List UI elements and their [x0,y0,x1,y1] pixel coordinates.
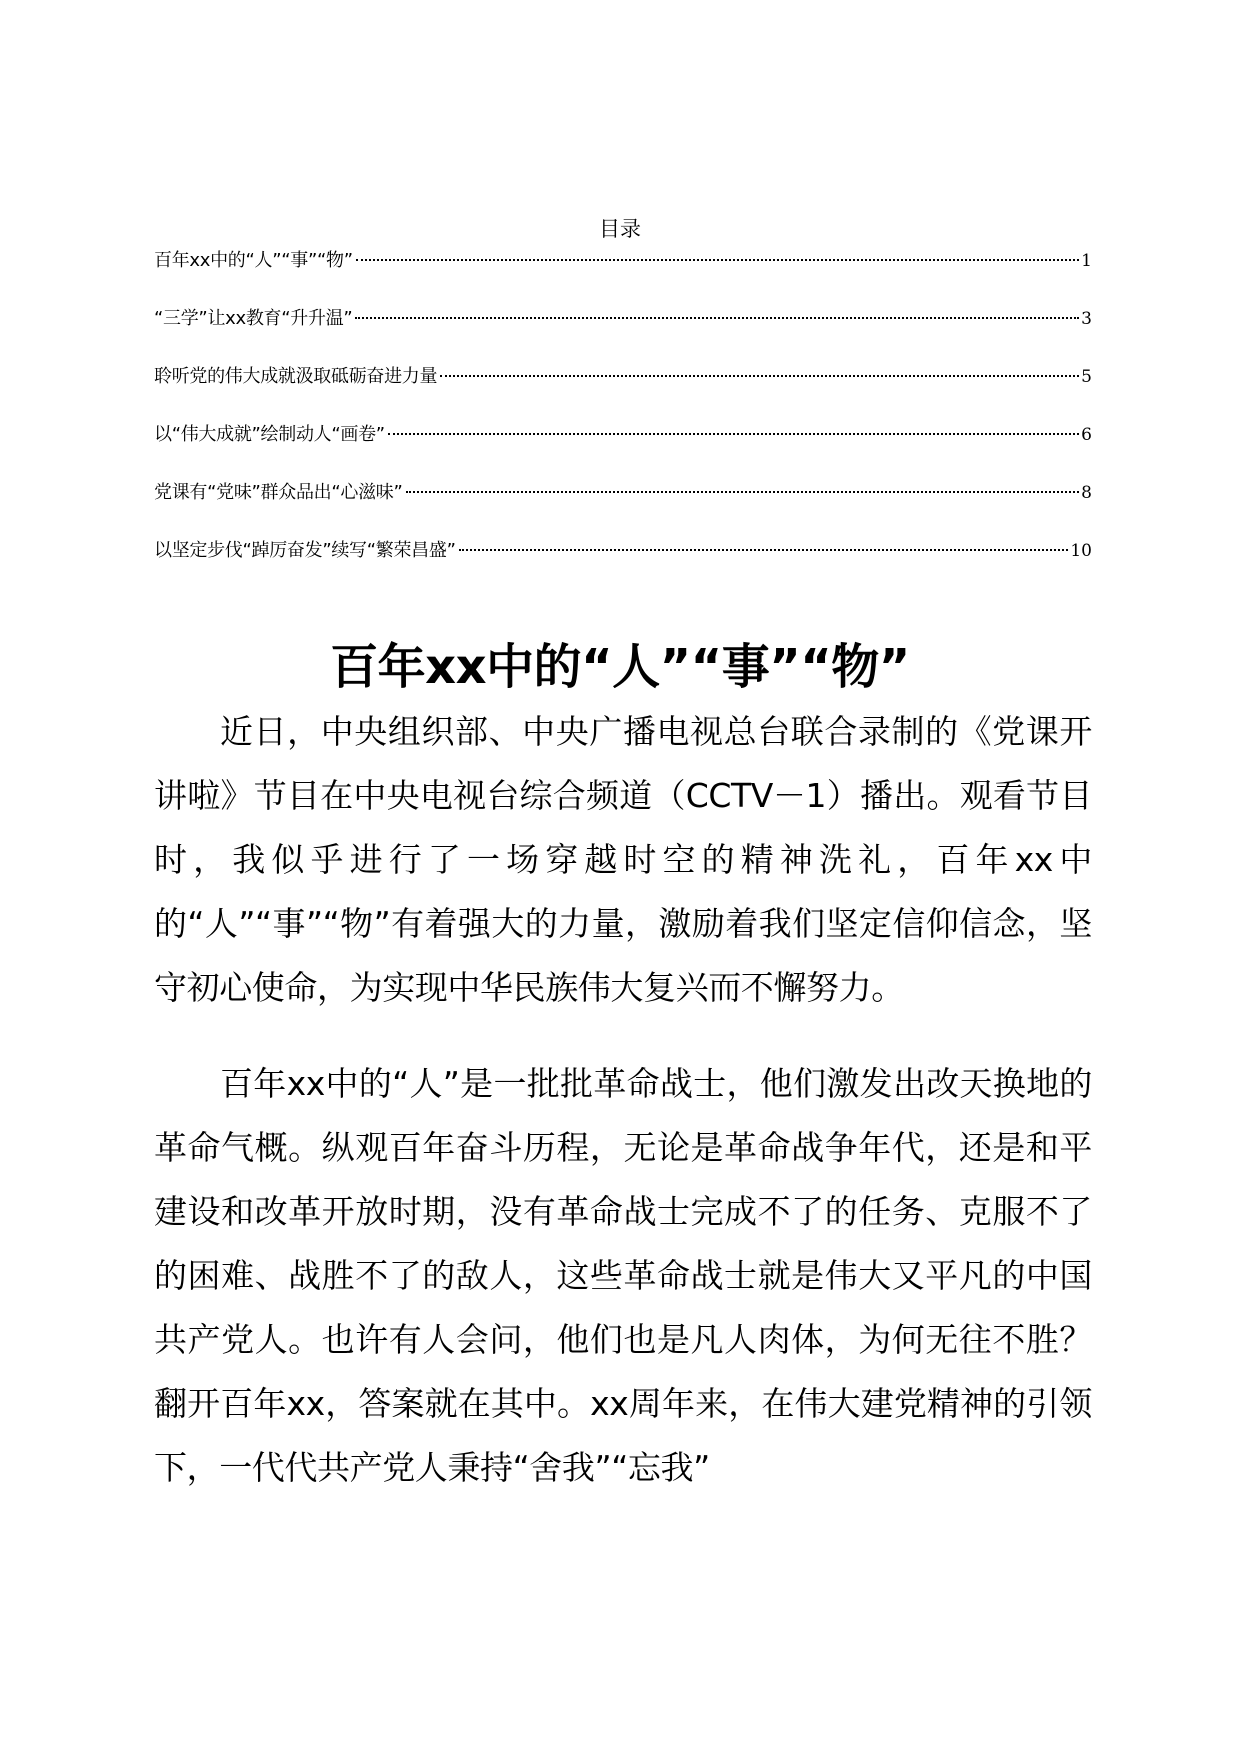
toc-entry-page: 10 [1070,541,1092,561]
body-paragraph: 百年xx中的“人”是一批批革命战士，他们激发出改天换地的革命气概。纵观百年奋斗历程，无论是革命战争年代，还是和平建设和改革开放时期，没有革命战士完成不了的任务、克服不了的困难、战胜不了的敌人，这些革命战士就是伟大又平凡的中国共产党人。也许有人会问，他们也是凡人肉体，为何无往不胜？翻开百年xx，答案就在其中。xx周年来，在伟大建党精神的引领下，一代代共产党人秉持“舍我”“忘我” [154,1064,1092,1487]
toc-dot-leader [459,549,1069,551]
toc-entry-page: 6 [1081,425,1092,445]
toc-entry-page: 5 [1081,367,1092,387]
table-of-contents [154,246,1092,594]
toc-dot-leader [355,317,1079,319]
toc-entry[interactable] [154,304,1092,362]
toc-entry-title: 党课有“党味”群众品出“心滋味” [154,482,403,503]
toc-entry[interactable] [154,536,1092,594]
toc-entry[interactable] [154,362,1092,420]
body-paragraph: 近日，中央组织部、中央广播电视总台联合录制的《党课开讲啦》节目在中央电视台综合频道（CCTV－1）播出。观看节目时，我似乎进行了一场穿越时空的精神洗礼，百年xx中的“人”“事”“物”有着强大的力量，激励着我们坚定信仰信念，坚守初心使命，为实现中华民族伟大复兴而不懈努力。 [154,712,1092,1007]
toc-heading: 目录 [599,217,641,241]
toc-dot-leader [440,375,1079,377]
toc-entry-title: 聆听党的伟大成就汲取砥砺奋进力量 [154,366,438,387]
toc-dot-leader [356,259,1079,261]
toc-entry-page: 8 [1081,483,1092,503]
toc-entry-title: “三学”让xx教育“升升温” [154,308,353,329]
article-title: 百年xx中的“人”“事”“物” [330,639,910,696]
toc-entry[interactable] [154,246,1092,304]
toc-entry-title: 以坚定步伐“踔厉奋发”续写“繁荣昌盛” [154,540,456,561]
toc-entry[interactable] [154,478,1092,536]
toc-dot-leader [406,491,1080,493]
toc-dot-leader [388,433,1079,435]
toc-entry-page: 3 [1081,309,1092,329]
toc-entry-title: 以“伟大成就”绘制动人“画卷” [154,424,385,445]
toc-entry-title: 百年xx中的“人”“事”“物” [154,250,353,271]
article-body [154,700,1092,1532]
toc-entry-page: 1 [1081,251,1092,271]
toc-entry[interactable] [154,420,1092,478]
